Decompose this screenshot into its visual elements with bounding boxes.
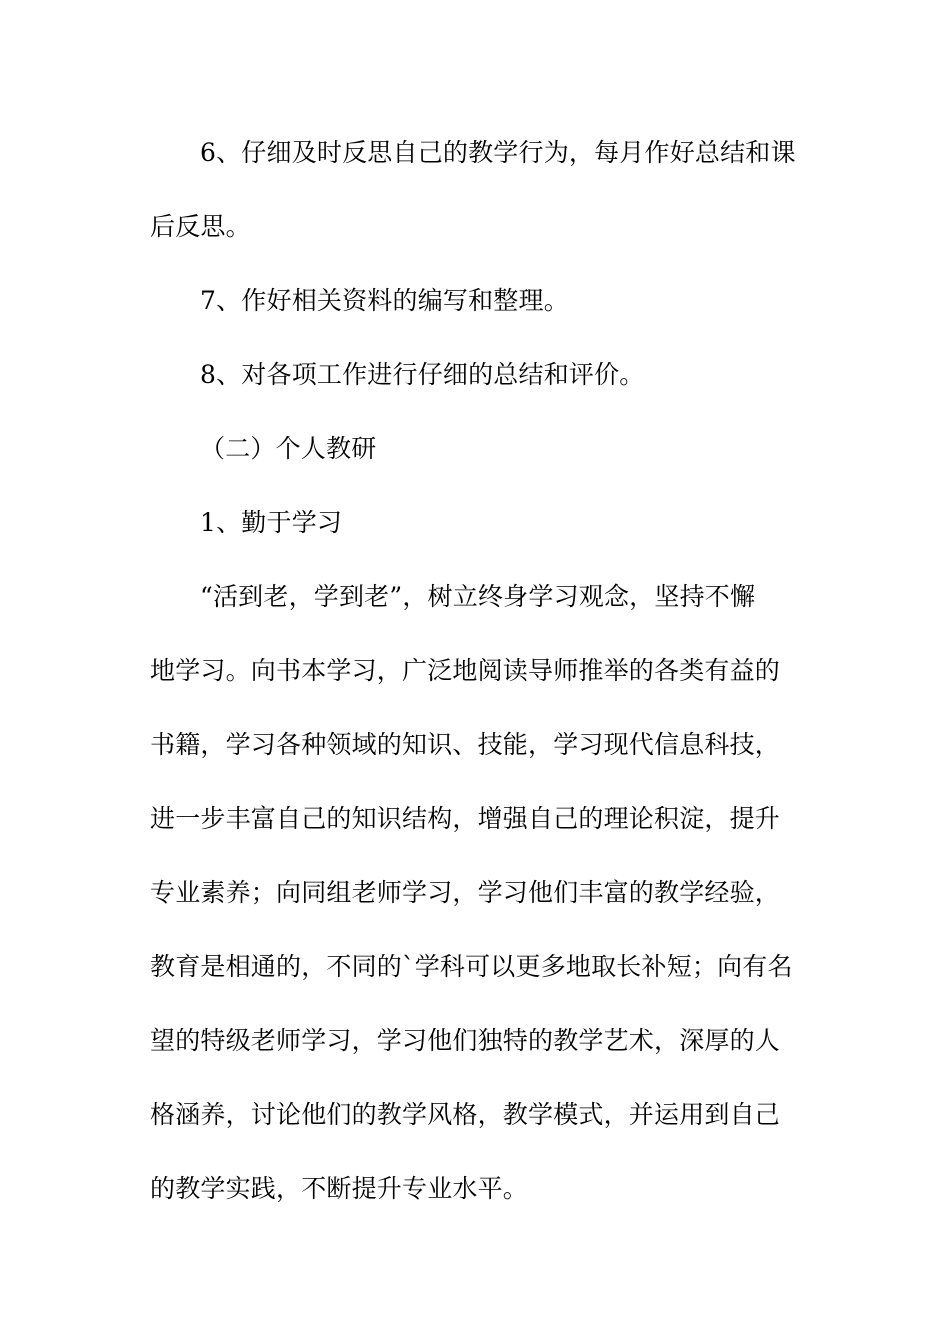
body-paragraph-line-8: 格涵养，讨论他们的教学风格，教学模式，并运用到自己 [150,1100,781,1129]
section-heading-personal-research: （二）个人教研 [200,434,377,463]
paragraph-item-6-line-2: 后反思。 [150,212,251,241]
body-paragraph-line-5: 专业素养；向同组老师学习，学习他们丰富的教学经验， [150,878,781,907]
body-paragraph-line-1: “活到老，学到老”，树立终身学习观念，坚持不懈 [200,582,756,611]
body-paragraph-line-9: 的教学实践，不断提升专业水平。 [150,1174,529,1203]
body-paragraph-line-2: 地学习。向书本学习，广泛地阅读导师推举的各类有益的 [150,656,781,685]
subheading-diligent-study: 1、勤于学习 [200,508,343,537]
paragraph-item-8: 8、对各项工作进行仔细的总结和评价。 [200,360,645,389]
body-paragraph-line-7: 望的特级老师学习，学习他们独特的教学艺术，深厚的人 [150,1026,781,1055]
body-paragraph-line-6: 教育是相通的，不同的`学科可以更多地取长补短；向有名 [150,952,793,981]
paragraph-item-6-line-1: 6、仔细及时反思自己的教学行为，每月作好总结和课 [200,138,796,167]
paragraph-item-7: 7、作好相关资料的编写和整理。 [200,286,569,315]
body-paragraph-line-3: 书籍，学习各种领域的知识、技能，学习现代信息科技， [150,730,781,759]
body-paragraph-line-4: 进一步丰富自己的知识结构，增强自己的理论积淀，提升 [150,804,781,833]
